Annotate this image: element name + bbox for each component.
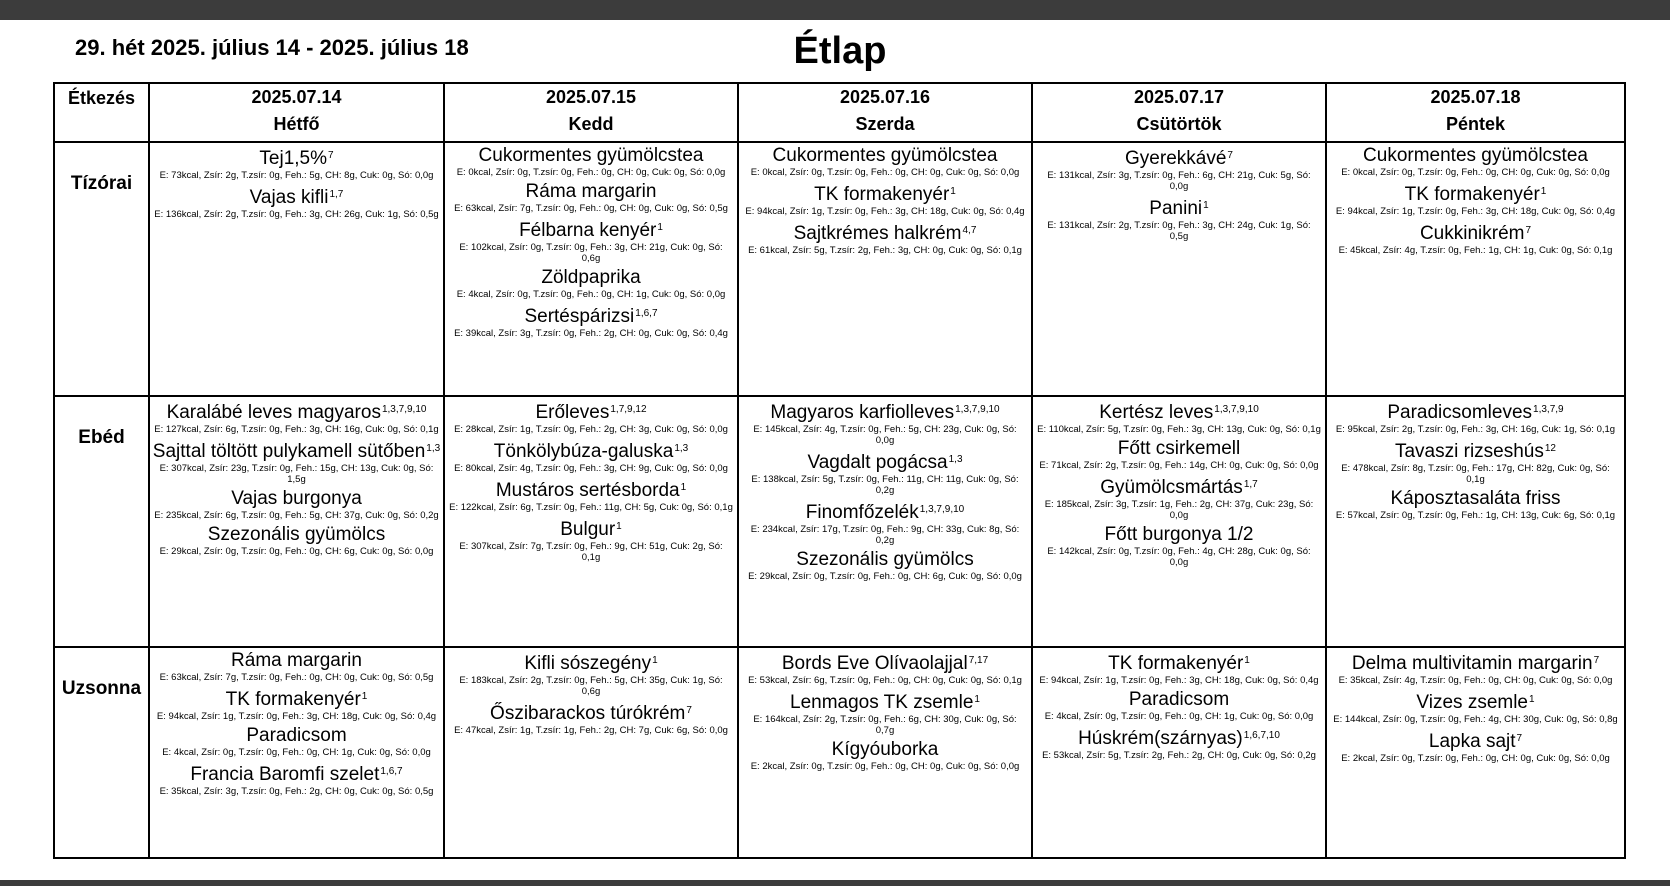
meal-label: Tízórai <box>54 142 149 396</box>
dish-name: Vagdalt pogácsa <box>807 452 948 473</box>
menu-item <box>150 398 443 435</box>
nutrition-info: E: 45kcal, Zsír: 4g, T.zsír: 0g, Feh.: 1g, CH: 1g, Cuk: 0g, Só: 0,1g <box>1338 245 1613 256</box>
nutrition-info: E: 63kcal, Zsír: 7g, T.zsír: 0g, Feh.: 0g, CH: 0g, Cuk: 0g, Só: 0,5g <box>454 203 728 214</box>
dish-line <box>1033 194 1325 220</box>
menu-cell <box>1032 142 1326 396</box>
dish-name: Gyerekkávé <box>1125 148 1227 169</box>
dish-name: Paradicsomleves <box>1387 402 1533 423</box>
nutrition-info: E: 478kcal, Zsír: 8g, T.zsír: 0g, Feh.: 17g, CH: 82g, Cuk: 0g, Só: 0,1g <box>1341 463 1610 485</box>
dish-name: TK formakenyér <box>814 184 950 205</box>
nutrition-info: E: 0kcal, Zsír: 0g, T.zsír: 0g, Feh.: 0g, CH: 0g, Cuk: 0g, Só: 0,0g <box>750 167 1020 178</box>
menu-item <box>1033 523 1325 568</box>
menu-item <box>1327 219 1624 256</box>
meal-column-header: Étkezés <box>54 83 149 142</box>
day-header <box>1326 83 1625 142</box>
menu-item <box>1327 688 1624 725</box>
nutrition-info: E: 47kcal, Zsír: 1g, T.zsír: 1g, Feh.: 2g, CH: 7g, Cuk: 6g, Só: 0,0g <box>454 725 728 736</box>
nutrition-info: E: 29kcal, Zsír: 0g, T.zsír: 0g, Feh.: 0g, CH: 6g, Cuk: 0g, Só: 0,0g <box>748 571 1022 582</box>
menu-cell <box>738 647 1032 858</box>
menu-item <box>445 699 737 736</box>
allergen-codes: 1,3 <box>426 443 441 454</box>
dish-name: Delma multivitamin margarin <box>1351 653 1593 674</box>
meal-row <box>54 396 1625 647</box>
dish-line <box>445 398 737 424</box>
menu-cell <box>738 142 1032 396</box>
dish-line <box>1327 219 1624 245</box>
dish-name: Félbarna kenyér <box>519 220 657 241</box>
menu-item <box>1327 437 1624 485</box>
dish-name: Vizes zsemle <box>1416 692 1529 713</box>
nutrition-info: E: 234kcal, Zsír: 17g, T.zsír: 0g, Feh.: 9g, CH: 33g, Cuk: 8g, Só: 0,2g <box>750 524 1020 546</box>
dish-line <box>739 738 1031 761</box>
allergen-codes: 1,3 <box>674 443 689 454</box>
dish-line <box>739 498 1031 524</box>
dish-name: Paradicsom <box>1128 689 1230 710</box>
day-name: Péntek <box>1445 114 1506 134</box>
allergen-codes: 7 <box>686 705 692 716</box>
menu-item <box>1033 649 1325 686</box>
menu-item <box>445 144 737 178</box>
day-date: 2025.07.14 <box>251 87 342 107</box>
allergen-codes: 1,3,7,9,10 <box>381 404 427 415</box>
dish-line <box>1327 487 1624 510</box>
menu-cell <box>738 396 1032 647</box>
dish-name: Vajas burgonya <box>231 488 362 509</box>
day-date: 2025.07.16 <box>839 87 931 107</box>
menu-table <box>53 82 1626 859</box>
day-header <box>1032 83 1326 142</box>
allergen-codes: 4,7 <box>962 225 977 236</box>
menu-item <box>739 498 1031 546</box>
menu-item <box>1033 194 1325 242</box>
allergen-codes: 1,3,7,9,10 <box>919 504 965 515</box>
dish-name: Magyaros karfiolleves <box>770 402 955 423</box>
menu-item <box>739 649 1031 686</box>
meal-row <box>54 647 1625 858</box>
menu-item <box>739 144 1031 178</box>
dish-name: Káposztasaláta friss <box>1390 488 1561 509</box>
dish-line <box>150 649 443 672</box>
menu-item <box>445 180 737 214</box>
allergen-codes: 1,6,7,10 <box>1243 730 1280 741</box>
dish-name: Sertéspárizsi <box>524 306 635 327</box>
dish-name: TK formakenyér <box>225 689 361 710</box>
nutrition-info: E: 35kcal, Zsír: 3g, T.zsír: 0g, Feh.: 2g, CH: 0g, Cuk: 0g, Só: 0,5g <box>159 786 434 797</box>
allergen-codes: 1 <box>616 521 622 532</box>
allergen-codes: 1 <box>361 691 368 702</box>
nutrition-info: E: 235kcal, Zsír: 6g, T.zsír: 0g, Feh.: 5g, CH: 37g, Cuk: 0g, Só: 0,2g <box>154 510 439 521</box>
nutrition-info: E: 164kcal, Zsír: 2g, T.zsír: 0g, Feh.: 6g, CH: 30g, Cuk: 0g, Só: 0,7g <box>753 714 1017 736</box>
dish-name: Ráma margarin <box>525 181 657 202</box>
dish-line <box>739 649 1031 675</box>
menu-cell <box>1326 647 1625 858</box>
day-name: Hétfő <box>273 114 320 134</box>
menu-item <box>739 180 1031 217</box>
dish-line <box>445 437 737 463</box>
allergen-codes: 1 <box>1540 186 1547 197</box>
menu-item <box>1327 180 1624 217</box>
menu-cell <box>1326 396 1625 647</box>
nutrition-info: E: 53kcal, Zsír: 5g, T.zsír: 2g, Feh.: 2g, CH: 0g, Cuk: 0g, Só: 0,2g <box>1042 750 1316 761</box>
menu-cell <box>149 647 444 858</box>
menu-item <box>739 548 1031 582</box>
allergen-codes: 1 <box>950 186 956 197</box>
allergen-codes: 1,6,7 <box>380 766 403 777</box>
top-bar <box>0 0 1670 20</box>
dish-line <box>445 476 737 502</box>
dish-name: Cukkinikrém <box>1419 223 1525 244</box>
nutrition-info: E: 39kcal, Zsír: 3g, T.zsír: 0g, Feh.: 2g, CH: 0g, Cuk: 0g, Só: 0,4g <box>454 328 728 339</box>
allergen-codes: 1,3,7,9,10 <box>955 404 1000 415</box>
nutrition-info: E: 307kcal, Zsír: 23g, T.zsír: 0g, Feh.: 15g, CH: 13g, Cuk: 0g, Só: 1,5g <box>159 463 434 485</box>
day-date: 2025.07.18 <box>1430 87 1521 107</box>
menu-item <box>445 302 737 339</box>
dish-line <box>739 398 1031 424</box>
dish-name: Bords Eve Olívaolajjal <box>781 653 968 674</box>
dish-line <box>445 515 737 541</box>
allergen-codes: 1,6,7 <box>635 308 658 319</box>
menu-item <box>1033 473 1325 521</box>
dish-line <box>739 448 1031 474</box>
allergen-codes: 1,7 <box>1243 479 1258 490</box>
menu-item <box>1033 144 1325 192</box>
menu-item <box>1033 688 1325 722</box>
dish-name: Karalábé leves magyaros <box>166 402 381 423</box>
nutrition-info: E: 53kcal, Zsír: 6g, T.zsír: 0g, Feh.: 0g, CH: 0g, Cuk: 0g, Só: 0,1g <box>748 675 1022 686</box>
nutrition-info: E: 110kcal, Zsír: 5g, T.zsír: 0g, Feh.: 3g, CH: 13g, Cuk: 0g, Só: 0,1g <box>1037 424 1321 435</box>
dish-line <box>150 724 443 747</box>
dish-name: Szezonális gyümölcs <box>207 524 386 545</box>
allergen-codes: 1 <box>1244 655 1250 666</box>
allergen-codes: 7 <box>1227 150 1233 161</box>
dish-line <box>1033 724 1325 750</box>
page-title: Étlap <box>793 30 887 72</box>
menu-item <box>150 685 443 722</box>
nutrition-info: E: 0kcal, Zsír: 0g, T.zsír: 0g, Feh.: 0g, CH: 0g, Cuk: 0g, Só: 0,0g <box>1341 167 1610 178</box>
menu-item <box>1327 487 1624 521</box>
dish-line <box>445 649 737 675</box>
menu-item <box>150 649 443 683</box>
dish-name: Lenmagos TK zsemle <box>790 692 974 713</box>
menu-item <box>445 398 737 435</box>
dish-name: Francia Baromfi szelet <box>190 764 380 785</box>
dish-name: TK formakenyér <box>1404 184 1540 205</box>
bottom-bar <box>0 880 1670 886</box>
menu-item <box>445 216 737 264</box>
dish-line <box>150 144 443 170</box>
dish-line <box>150 183 443 209</box>
dish-line <box>739 548 1031 571</box>
allergen-codes: 1,3,7,9,10 <box>1214 404 1259 415</box>
nutrition-info: E: 183kcal, Zsír: 2g, T.zsír: 0g, Feh.: 5g, CH: 35g, Cuk: 1g, Só: 0,6g <box>459 675 723 697</box>
dish-name: Erőleves <box>535 402 610 423</box>
allergen-codes: 1,3 <box>948 454 963 465</box>
nutrition-info: E: 145kcal, Zsír: 4g, T.zsír: 0g, Feh.: 5g, CH: 23g, Cuk: 0g, Só: 0,0g <box>753 424 1017 446</box>
dish-line <box>1327 688 1624 714</box>
dish-name: Főtt csirkemell <box>1117 438 1241 459</box>
menu-item <box>150 523 443 557</box>
dish-line <box>739 688 1031 714</box>
allergen-codes: 1 <box>974 694 980 705</box>
day-name: Csütörtök <box>1136 114 1222 134</box>
nutrition-info: E: 4kcal, Zsír: 0g, T.zsír: 0g, Feh.: 0g, CH: 1g, Cuk: 0g, Só: 0,0g <box>1044 711 1314 722</box>
allergen-codes: 7 <box>328 150 334 161</box>
menu-cell <box>444 647 738 858</box>
menu-cell <box>149 396 444 647</box>
dish-line <box>1033 688 1325 711</box>
dish-line <box>739 219 1031 245</box>
dish-name: Tavaszi rizseshús <box>1394 441 1544 462</box>
header-row <box>54 83 1625 142</box>
menu-item <box>445 515 737 563</box>
dish-name: Tej1,5% <box>259 148 328 169</box>
menu-item <box>739 738 1031 772</box>
dish-line <box>739 144 1031 167</box>
allergen-codes: 12 <box>1544 443 1556 454</box>
dish-line <box>1327 398 1624 424</box>
day-header <box>149 83 444 142</box>
nutrition-info: E: 138kcal, Zsír: 5g, T.zsír: 0g, Feh.: 11g, CH: 11g, Cuk: 0g, Só: 0,2g <box>751 474 1019 496</box>
menu-item <box>739 398 1031 446</box>
dish-line <box>445 699 737 725</box>
dish-line <box>1033 473 1325 499</box>
dish-line <box>1327 437 1624 463</box>
dish-name: Zöldpaprika <box>541 267 641 288</box>
allergen-codes: 1 <box>680 482 687 493</box>
week-header: 29. hét 2025. július 14 - 2025. július 18 <box>75 35 469 60</box>
dish-line <box>150 523 443 546</box>
menu-item <box>1327 727 1624 764</box>
meal-label: Ebéd <box>54 396 149 647</box>
dish-name: Gyümölcsmártás <box>1100 477 1243 498</box>
day-header <box>444 83 738 142</box>
menu-item <box>739 448 1031 496</box>
allergen-codes: 7 <box>1525 225 1532 236</box>
menu-item <box>1327 144 1624 178</box>
nutrition-info: E: 142kcal, Zsír: 0g, T.zsír: 0g, Feh.: 4g, CH: 28g, Cuk: 0g, Só: 0,0g <box>1047 546 1311 568</box>
nutrition-info: E: 131kcal, Zsír: 3g, T.zsír: 0g, Feh.: 6g, CH: 21g, Cuk: 5g, Só: 0,0g <box>1047 170 1311 192</box>
dish-name: Sajttal töltött pulykamell sütőben <box>152 441 426 462</box>
menu-item <box>1033 437 1325 471</box>
nutrition-info: E: 94kcal, Zsír: 1g, T.zsír: 0g, Feh.: 3g, CH: 18g, Cuk: 0g, Só: 0,4g <box>1039 675 1319 686</box>
nutrition-info: E: 307kcal, Zsír: 7g, T.zsír: 0g, Feh.: 9g, CH: 51g, Cuk: 2g, Só: 0,1g <box>459 541 723 563</box>
menu-item <box>445 266 737 300</box>
nutrition-info: E: 94kcal, Zsír: 1g, T.zsír: 0g, Feh.: 3g, CH: 18g, Cuk: 0g, Só: 0,4g <box>745 206 1025 217</box>
allergen-codes: 1 <box>657 222 663 233</box>
menu-item <box>1327 649 1624 686</box>
meal-row <box>54 142 1625 396</box>
dish-name: Panini <box>1149 198 1203 219</box>
menu-cell <box>444 142 738 396</box>
dish-line <box>150 487 443 510</box>
nutrition-info: E: 29kcal, Zsír: 0g, T.zsír: 0g, Feh.: 0g, CH: 6g, Cuk: 0g, Só: 0,0g <box>159 546 434 557</box>
menu-cell <box>149 142 444 396</box>
day-name: Szerda <box>855 114 915 134</box>
menu-item <box>150 724 443 758</box>
dish-line <box>445 266 737 289</box>
nutrition-info: E: 144kcal, Zsír: 0g, T.zsír: 0g, Feh.: 4g, CH: 30g, Cuk: 0g, Só: 0,8g <box>1333 714 1618 725</box>
allergen-codes: 7,17 <box>968 655 989 666</box>
menu-item <box>739 688 1031 736</box>
allergen-codes: 7 <box>1516 733 1523 744</box>
allergen-codes: 1,3,7,9 <box>1533 404 1564 415</box>
dish-name: Kifli sószegény <box>524 653 652 674</box>
dish-line <box>445 302 737 328</box>
menu-item <box>445 476 737 513</box>
menu-item <box>150 760 443 797</box>
dish-name: Cukormentes gyümölcstea <box>478 145 704 166</box>
nutrition-info: E: 94kcal, Zsír: 1g, T.zsír: 0g, Feh.: 3g, CH: 18g, Cuk: 0g, Só: 0,4g <box>1335 206 1616 217</box>
dish-name: Tönkölybúza-galuska <box>493 441 674 462</box>
dish-line <box>1327 144 1624 167</box>
menu-item <box>150 487 443 521</box>
dish-name: Ráma margarin <box>231 650 362 671</box>
dish-name: Cukormentes gyümölcstea <box>1363 145 1588 166</box>
nutrition-info: E: 2kcal, Zsír: 0g, T.zsír: 0g, Feh.: 0g, CH: 0g, Cuk: 0g, Só: 0,0g <box>1341 753 1610 764</box>
dish-name: TK formakenyér <box>1108 653 1244 674</box>
nutrition-info: E: 63kcal, Zsír: 7g, T.zsír: 0g, Feh.: 0g, CH: 0g, Cuk: 0g, Só: 0,5g <box>159 672 434 683</box>
meal-label: Uzsonna <box>54 647 149 858</box>
allergen-codes: 1,7 <box>329 189 344 200</box>
dish-line <box>1327 180 1624 206</box>
menu-cell <box>1032 647 1326 858</box>
nutrition-info: E: 122kcal, Zsír: 6g, T.zsír: 0g, Feh.: 11g, CH: 5g, Cuk: 0g, Só: 0,1g <box>449 502 733 513</box>
nutrition-info: E: 4kcal, Zsír: 0g, T.zsír: 0g, Feh.: 0g, CH: 1g, Cuk: 0g, Só: 0,0g <box>456 289 726 300</box>
nutrition-info: E: 57kcal, Zsír: 0g, T.zsír: 0g, Feh.: 1g, CH: 13g, Cuk: 6g, Só: 0,1g <box>1335 510 1616 521</box>
nutrition-info: E: 28kcal, Zsír: 1g, T.zsír: 0g, Feh.: 2g, CH: 3g, Cuk: 0g, Só: 0,0g <box>454 424 728 435</box>
dish-line <box>1033 523 1325 546</box>
allergen-codes: 1,7,9,12 <box>610 404 647 415</box>
dish-line <box>1033 649 1325 675</box>
menu-item <box>150 437 443 485</box>
nutrition-info: E: 185kcal, Zsír: 3g, T.zsír: 1g, Feh.: 2g, CH: 37g, Cuk: 23g, Só: 0,0g <box>1044 499 1314 521</box>
dish-line <box>739 180 1031 206</box>
menu-item <box>1327 398 1624 435</box>
dish-name: Főtt burgonya 1/2 <box>1104 524 1254 545</box>
menu-item <box>445 437 737 474</box>
nutrition-info: E: 61kcal, Zsír: 5g, T.zsír: 2g, Feh.: 3g, CH: 0g, Cuk: 0g, Só: 0,1g <box>748 245 1022 256</box>
dish-name: Cukormentes gyümölcstea <box>772 145 998 166</box>
nutrition-info: E: 131kcal, Zsír: 2g, T.zsír: 0g, Feh.: 3g, CH: 24g, Cuk: 1g, Só: 0,5g <box>1047 220 1311 242</box>
dish-line <box>445 144 737 167</box>
nutrition-info: E: 127kcal, Zsír: 6g, T.zsír: 0g, Feh.: 3g, CH: 16g, Cuk: 0g, Só: 0,1g <box>154 424 439 435</box>
menu-item <box>1033 398 1325 435</box>
menu-cell <box>1032 396 1326 647</box>
nutrition-info: E: 136kcal, Zsír: 2g, T.zsír: 0g, Feh.: 3g, CH: 26g, Cuk: 1g, Só: 0,5g <box>154 209 439 220</box>
nutrition-info: E: 71kcal, Zsír: 2g, T.zsír: 0g, Feh.: 14g, CH: 0g, Cuk: 0g, Só: 0,0g <box>1039 460 1319 471</box>
menu-item <box>445 649 737 697</box>
dish-line <box>1327 727 1624 753</box>
dish-line <box>445 180 737 203</box>
nutrition-info: E: 95kcal, Zsír: 2g, T.zsír: 0g, Feh.: 3g, CH: 16g, Cuk: 1g, Só: 0,1g <box>1335 424 1616 435</box>
dish-name: Kígyóuborka <box>831 739 939 760</box>
dish-name: Mustáros sertésborda <box>495 480 680 501</box>
dish-line <box>445 216 737 242</box>
menu-item <box>1033 724 1325 761</box>
day-date: 2025.07.17 <box>1133 87 1225 107</box>
dish-line <box>150 398 443 424</box>
dish-line <box>150 760 443 786</box>
nutrition-info: E: 4kcal, Zsír: 0g, T.zsír: 0g, Feh.: 0g, CH: 1g, Cuk: 0g, Só: 0,0g <box>162 747 431 758</box>
dish-name: Szezonális gyümölcs <box>796 549 974 570</box>
dish-name: Bulgur <box>560 519 616 540</box>
nutrition-info: E: 80kcal, Zsír: 4g, T.zsír: 0g, Feh.: 3g, CH: 9g, Cuk: 0g, Só: 0,0g <box>454 463 728 474</box>
day-header <box>738 83 1032 142</box>
dish-line <box>1327 649 1624 675</box>
dish-line <box>150 437 443 463</box>
day-name: Kedd <box>568 114 614 134</box>
dish-name: Őszibarackos túrókrém <box>490 703 686 724</box>
nutrition-info: E: 94kcal, Zsír: 1g, T.zsír: 0g, Feh.: 3g, CH: 18g, Cuk: 0g, Só: 0,4g <box>156 711 437 722</box>
allergen-codes: 7 <box>1593 655 1600 666</box>
dish-name: Kertész leves <box>1099 402 1214 423</box>
menu-item <box>150 183 443 220</box>
menu-item <box>150 144 443 181</box>
allergen-codes: 1 <box>1203 200 1209 211</box>
dish-line <box>150 685 443 711</box>
nutrition-info: E: 102kcal, Zsír: 0g, T.zsír: 0g, Feh.: 3g, CH: 21g, Cuk: 0g, Só: 0,6g <box>459 242 723 264</box>
dish-name: Paradicsom <box>246 725 347 746</box>
allergen-codes: 1 <box>1529 694 1535 705</box>
menu-item <box>739 219 1031 256</box>
nutrition-info: E: 73kcal, Zsír: 2g, T.zsír: 0g, Feh.: 5g, CH: 8g, Cuk: 0g, Só: 0,0g <box>159 170 434 181</box>
nutrition-info: E: 2kcal, Zsír: 0g, T.zsír: 0g, Feh.: 0g, CH: 0g, Cuk: 0g, Só: 0,0g <box>750 761 1020 772</box>
dish-name: Sajtkrémes halkrém <box>793 223 962 244</box>
day-date: 2025.07.15 <box>545 87 637 107</box>
dish-name: Lapka sajt <box>1428 731 1516 752</box>
nutrition-info: E: 0kcal, Zsír: 0g, T.zsír: 0g, Feh.: 0g, CH: 0g, Cuk: 0g, Só: 0,0g <box>456 167 726 178</box>
dish-name: Finomfőzelék <box>805 502 919 523</box>
dish-name: Húskrém(szárnyas) <box>1078 728 1243 749</box>
dish-line <box>1033 437 1325 460</box>
dish-name: Vajas kifli <box>249 187 329 208</box>
nutrition-info: E: 35kcal, Zsír: 4g, T.zsír: 0g, Feh.: 0g, CH: 0g, Cuk: 0g, Só: 0,0g <box>1338 675 1613 686</box>
allergen-codes: 1 <box>652 655 658 666</box>
dish-line <box>1033 144 1325 170</box>
menu-cell <box>444 396 738 647</box>
menu-cell <box>1326 142 1625 396</box>
dish-line <box>1033 398 1325 424</box>
